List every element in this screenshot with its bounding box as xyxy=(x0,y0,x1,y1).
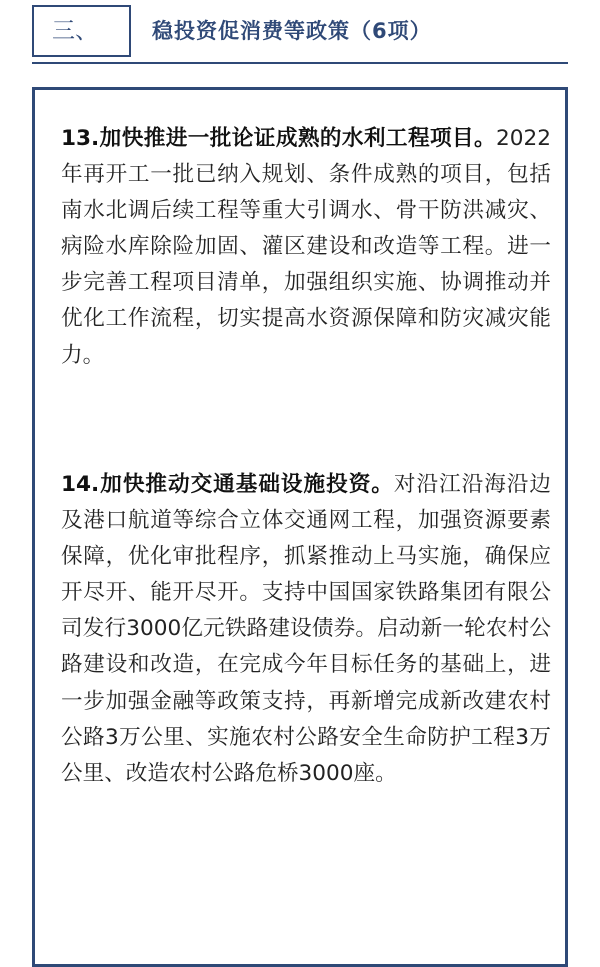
policy-item-13 xyxy=(61,121,551,374)
section-title: 稳投资促消费等政策（6项） xyxy=(152,19,432,43)
section-number: 三、 xyxy=(32,5,131,57)
section-header xyxy=(32,5,568,63)
policy-item-14-body: 对沿江沿海沿边及港口航道等综合立体交通网工程，加强资源要素保障，优化审批程序，抓紧推动上马实施，确保应开尽开、能开尽开。支持中国国家铁路集团有限公司发行3000亿元铁路建设债券。启动新一轮农村公路建设和改造，在完成今年目标任务的基础上，进一步加强金融等政策支持，再新增完成新改建农村公路3万公里、实施农村公路安全生命防护工程3万公里、改造农村公路危桥3000座。 xyxy=(61,472,551,786)
header-divider xyxy=(32,62,568,64)
policy-item-13-body: 2022年再开工一批已纳入规划、条件成熟的项目，包括南水北调后续工程等重大引调水、骨干防洪减灾、病险水库除险加固、灌区建设和改造等工程。进一步完善工程项目清单，加强组织实施、协调推动并优化工作流程，切实提高水资源保障和防灾减灾能力。 xyxy=(61,126,551,368)
policy-item-14-heading: 14.加快推动交通基础设施投资。 xyxy=(61,472,394,497)
policy-item-13-heading: 13.加快推进一批论证成熟的水利工程项目。 xyxy=(61,126,497,151)
policy-item-14 xyxy=(61,467,551,792)
